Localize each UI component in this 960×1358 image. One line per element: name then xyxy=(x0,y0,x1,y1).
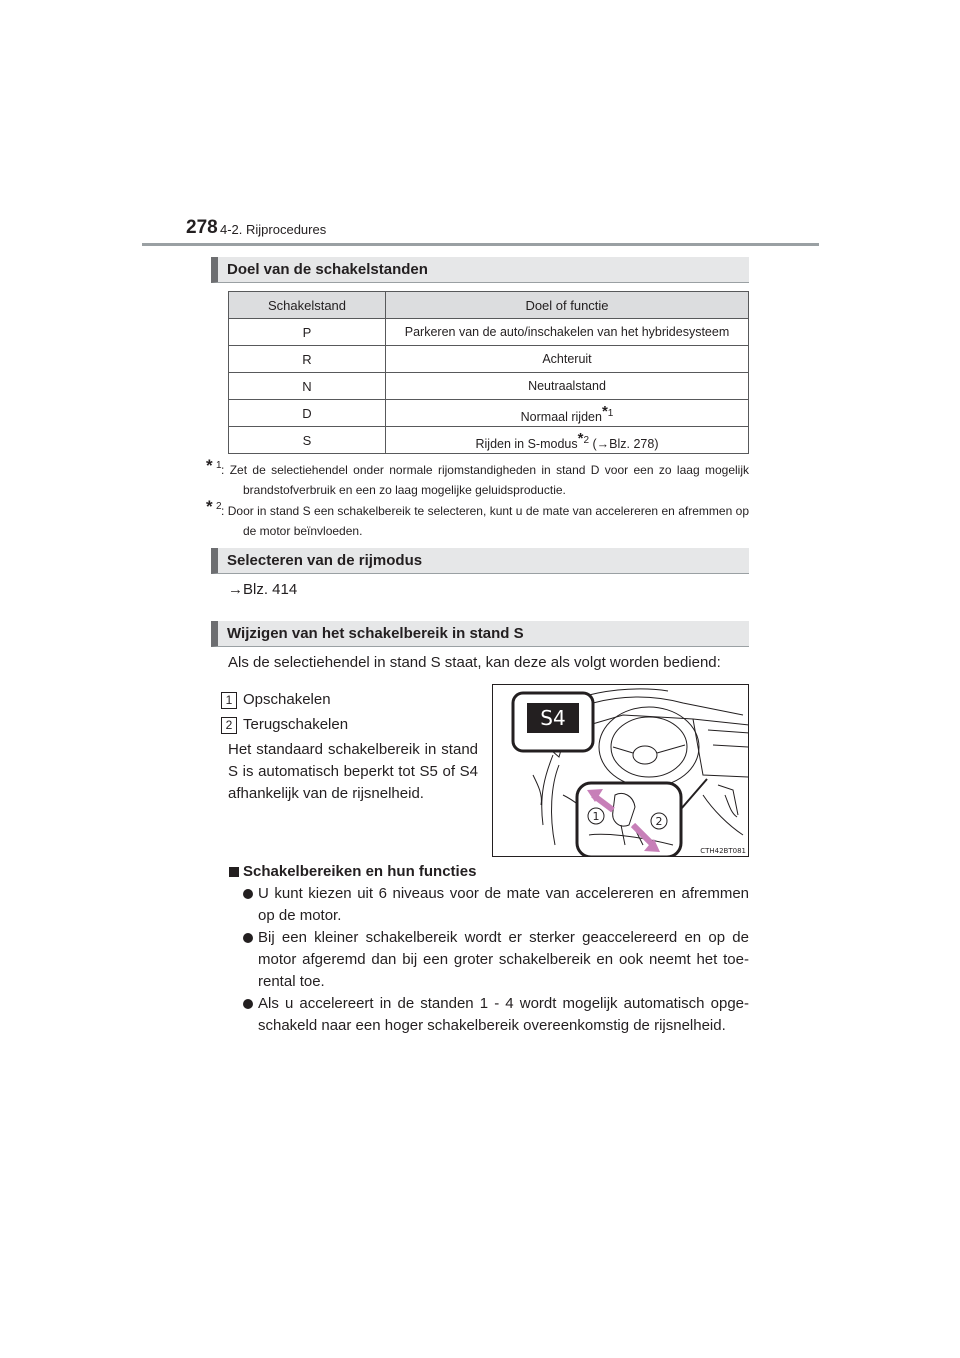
footnote-asterisk: * xyxy=(206,497,213,516)
footnote-1 xyxy=(206,456,749,500)
page-reference: →Blz. 414 xyxy=(228,581,298,598)
bullet-dot-icon xyxy=(243,999,253,1009)
position-cell: S xyxy=(229,427,386,454)
header-rule xyxy=(142,243,819,246)
footnote-2 xyxy=(206,497,749,541)
function-text: Rijden in S-modus xyxy=(475,436,578,451)
table-row xyxy=(229,427,749,454)
shift-lever-illustration xyxy=(492,684,749,857)
step-number-1: 1 xyxy=(221,692,237,709)
subheading-square-icon xyxy=(229,867,239,877)
function-cell: Achteruit xyxy=(386,346,749,373)
table-row xyxy=(229,400,749,427)
footnote-mark: *1 xyxy=(601,402,614,420)
intro-text: Als de selectiehendel in stand S staat, kan deze als volgt worden bediend: xyxy=(228,654,721,671)
position-cell: R xyxy=(229,346,386,373)
arrow-icon: → xyxy=(596,436,610,451)
page-reference: Blz. 278 xyxy=(609,436,655,451)
position-cell: P xyxy=(229,319,386,346)
leader-line xyxy=(681,779,707,809)
step-label-2: Terugschakelen xyxy=(243,716,349,733)
footnote-text: : Zet de selectiehendel onder normale rijomstandigheden in stand D voor een zo laag mogelijk brandstofverbruik en een zo laag mogelijke geluidsproductie. xyxy=(221,463,749,497)
position-cell: N xyxy=(229,373,386,400)
callout-2-text: 2 xyxy=(655,815,663,828)
footnote-number: 2 xyxy=(216,501,222,512)
function-cell: Rijden in S-modus$^{*2}$ (→Blz. 278) xyxy=(386,427,749,454)
figure-code: CTH42BT081 xyxy=(700,847,746,855)
bullet-dot-icon xyxy=(243,933,253,943)
bullet-dot-icon xyxy=(243,889,253,899)
step-number-2: 2 xyxy=(221,717,237,734)
gear-display-text: S4 xyxy=(540,706,566,730)
bullet-item: Als u accelereert in de standen 1 - 4 wordt mogelijk automatisch opge-schakeld naar een hoger schakelbereik overeenkomstig de rijsnelheid. xyxy=(258,995,749,1034)
illustration-svg xyxy=(493,685,749,857)
function-cell: Parkeren van de auto/inschakelen van het hybridesysteem xyxy=(386,319,749,346)
shift-position-table xyxy=(228,291,749,454)
table-row xyxy=(229,373,749,400)
function-cell: Neutraalstand xyxy=(386,373,749,400)
range-note: Het standaard schakelbereik in stand S is automatisch beperkt tot S5 of S4 afhankelijk van de rijsnelheid. xyxy=(228,741,478,802)
subheading-ranges: Schakelbereiken en hun functies xyxy=(243,863,477,880)
column-header-position: Schakelstand xyxy=(229,292,386,319)
callout-1-text: 1 xyxy=(592,810,600,823)
step-label-1: Opschakelen xyxy=(243,691,331,708)
position-cell: D xyxy=(229,400,386,427)
footnote-number: 1 xyxy=(216,460,222,471)
table-header-row xyxy=(229,292,749,319)
bullet-item: Bij een kleiner schakelbereik wordt er sterker geaccelereerd en op de motor afgeremd dan bij een groter schakelbereik en ook neemt het toe-rental toe. xyxy=(258,929,749,990)
heading-doel: Doel van de schakelstanden xyxy=(211,257,749,283)
table-row xyxy=(229,319,749,346)
footnote-asterisk: * xyxy=(206,456,213,475)
heading-wijzigen: Wijzigen van het schakelbereik in stand S xyxy=(211,621,749,647)
heading-selecteren: Selecteren van de rijmodus xyxy=(211,548,749,574)
section-reference: 4-2. Rijprocedures xyxy=(220,222,327,237)
page-number: 278 xyxy=(186,217,218,238)
footnote-mark: *2 xyxy=(577,429,590,447)
footnote-text: : Door in stand S een schakelbereik te selecteren, kunt u de mate van accelereren en afremmen op de motor beïnvloeden. xyxy=(221,504,749,538)
function-text: Normaal rijden xyxy=(520,409,602,424)
function-cell xyxy=(386,400,749,427)
arrow-icon: → xyxy=(228,581,243,598)
table-row xyxy=(229,346,749,373)
bullet-item: U kunt kiezen uit 6 niveaus voor de mate van accelereren en afremmen op de motor. xyxy=(258,885,749,924)
column-header-function: Doel of functie xyxy=(386,292,749,319)
